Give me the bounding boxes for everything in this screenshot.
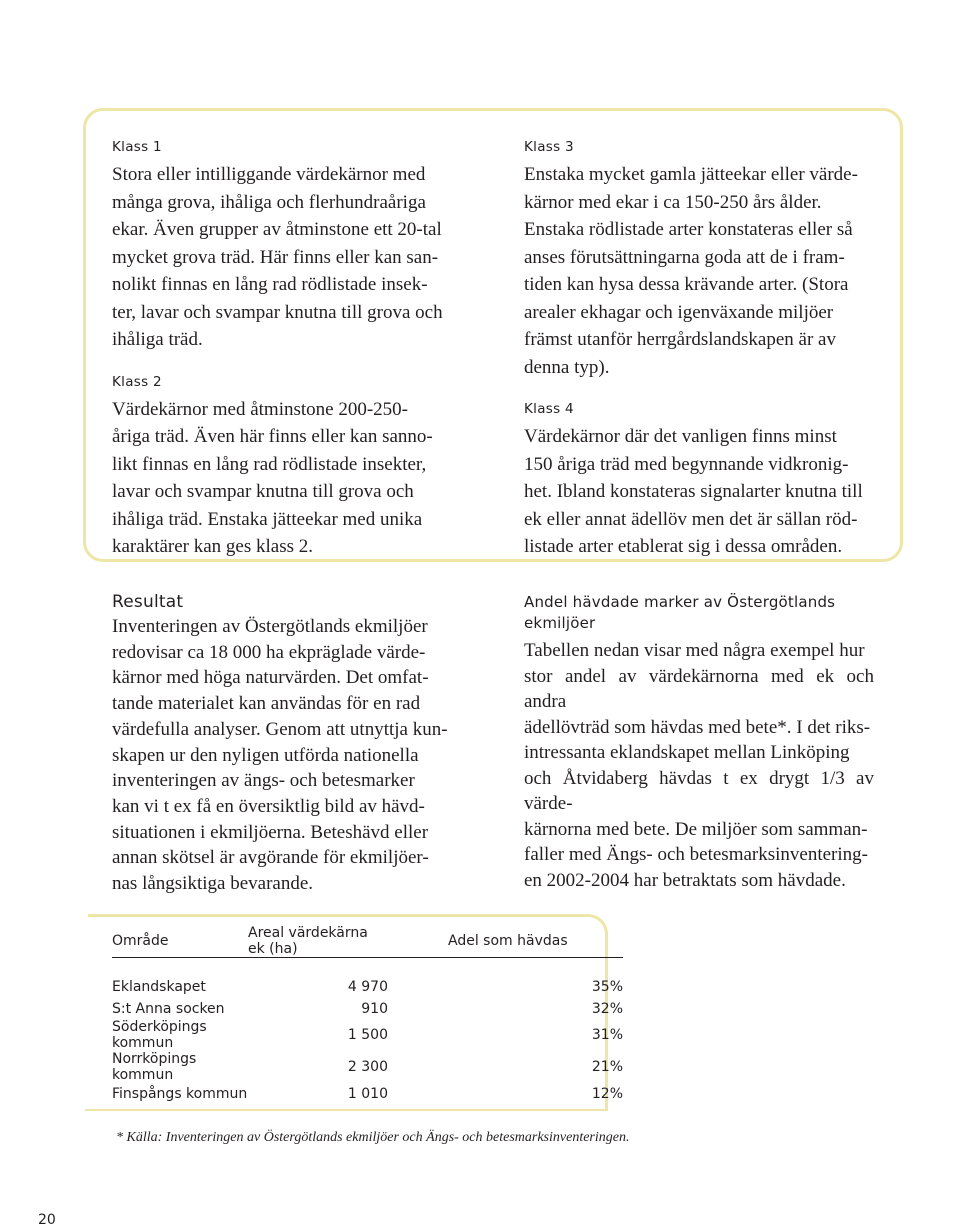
column-header-core-area: Areal värdekärna ek (ha) [248,925,388,958]
column-header-share: Adel som hävdas [388,925,623,958]
table-row [112,1051,623,1083]
table-header-row [112,925,623,958]
cell-core-area: 2 300 [347,1059,388,1076]
footnote: * Källa: Inventeringen av Östergötlands ekmiljöer och Ängs- och betesmarksinventeringen. [116,1130,630,1145]
cell-core-area: 1 500 [347,1027,388,1044]
cell-share: 12% [591,1086,623,1103]
column-header-area: Område [112,925,248,958]
table-row [112,998,623,1020]
klass-heading: Klass 2 [112,373,162,390]
class-column-left [112,135,472,581]
andel-section [524,592,874,893]
cell-area: Söderköpings kommun [112,1019,207,1052]
class-column-right [524,135,874,581]
table-frame-bottom-line [85,1109,608,1111]
table-row [112,1083,623,1105]
klass-1-block [112,139,472,354]
section-heading: Andel hävdade marker av Östergötlands ekmiljöer [524,593,836,632]
cell-share: 21% [591,1059,623,1076]
klass-text: Värdekärnor med åtminstone 200-250- åriga träd. Även här finns eller kan sanno- likt finnas en lång rad rödlistade insekter, lavar och svampar knutna till grova och ihåliga träd. Enstaka jätteekar med unika karaktärer kan ges klass 2. [112,398,433,557]
klass-3-block [524,139,874,381]
klass-heading: Klass 3 [524,139,574,155]
klass-heading: Klass 1 [112,139,162,155]
cell-core-area: 1 010 [347,1086,388,1103]
cell-area: Finspångs kommun [112,1086,248,1103]
cell-share: 32% [591,1000,623,1017]
section-body: Tabellen nedan visar med några exempel hur stor andel av värdekärnorna med ek och andra ädellövträd som hävdas med bete*. I det riks- intressanta eklandskapet mellan Linköping och Åtvidaberg hävdas t ex drygt 1/3 av värde- kärnorna med bete. De miljöer som samman- faller med Ängs- och betesmarksinventering- en 2002-2004 har betraktats som hävdade. [524,640,874,891]
cell-share: 31% [591,1027,623,1044]
klass-2-block [112,374,472,561]
resultat-section [112,592,476,897]
klass-heading: Klass 4 [524,401,574,417]
section-body: Inventeringen av Östergötlands ekmiljöer redovisar ca 18 000 ha ekpräglade värde- kärnor med höga naturvärden. Det omfat- tande materialet kan användas för en rad värdefulla analyser. Genom att utnyttja kun- skapen ur den nyligen utförda nationella inventeringen av ängs- och betesmarker kan vi t ex få en översiktlig bild av hävd- situationen i ekmiljöerna. Beteshävd eller annan skötsel är avgörande för ekmiljöer- nas långsiktiga bevarande. [112,616,448,895]
table-row [112,1019,623,1051]
cell-area: Norrköpings kommun [112,1051,197,1084]
cell-core-area: 910 [361,1000,388,1017]
klass-4-block [524,401,874,561]
cell-area: S:t Anna socken [112,1000,225,1017]
section-heading: Resultat [112,592,184,612]
cell-area: Eklandskapet [112,978,206,995]
grazing-table [112,925,623,1105]
klass-text: Enstaka mycket gamla jätteekar eller värde- kärnor med ekar i ca 150-250 års ålder. Enstaka rödlistade arter konstateras eller så anses förutsättningarna goda att de i fram- tiden kan hysa dessa krävande arter. (Stora arealer ekhagar och igenväxande miljöer främst utanför herrgårdslandskapen är av denna typ). [524,164,858,378]
klass-text: Stora eller intilliggande värdekärnor med många grova, ihåliga och flerhundraåriga ekar. Även grupper av åtminstone ett 20-tal mycket grova träd. Här finns eller kan san- nolikt finnas en lång rad rödlistade insek- ter, lavar och svampar knutna till grova och ihåliga träd. [112,164,443,350]
table-row [112,958,623,998]
cell-core-area: 4 970 [347,978,388,995]
page-number: 20 [38,1212,56,1228]
klass-text: Värdekärnor där det vanligen finns minst 150 åriga träd med begynnande vidkronig- het. Ibland konstateras signalarter knutna till ek eller annat ädellöv men det är sällan röd- listade arter etablerat sig i dessa områden. [524,426,863,557]
cell-share: 35% [591,978,623,995]
